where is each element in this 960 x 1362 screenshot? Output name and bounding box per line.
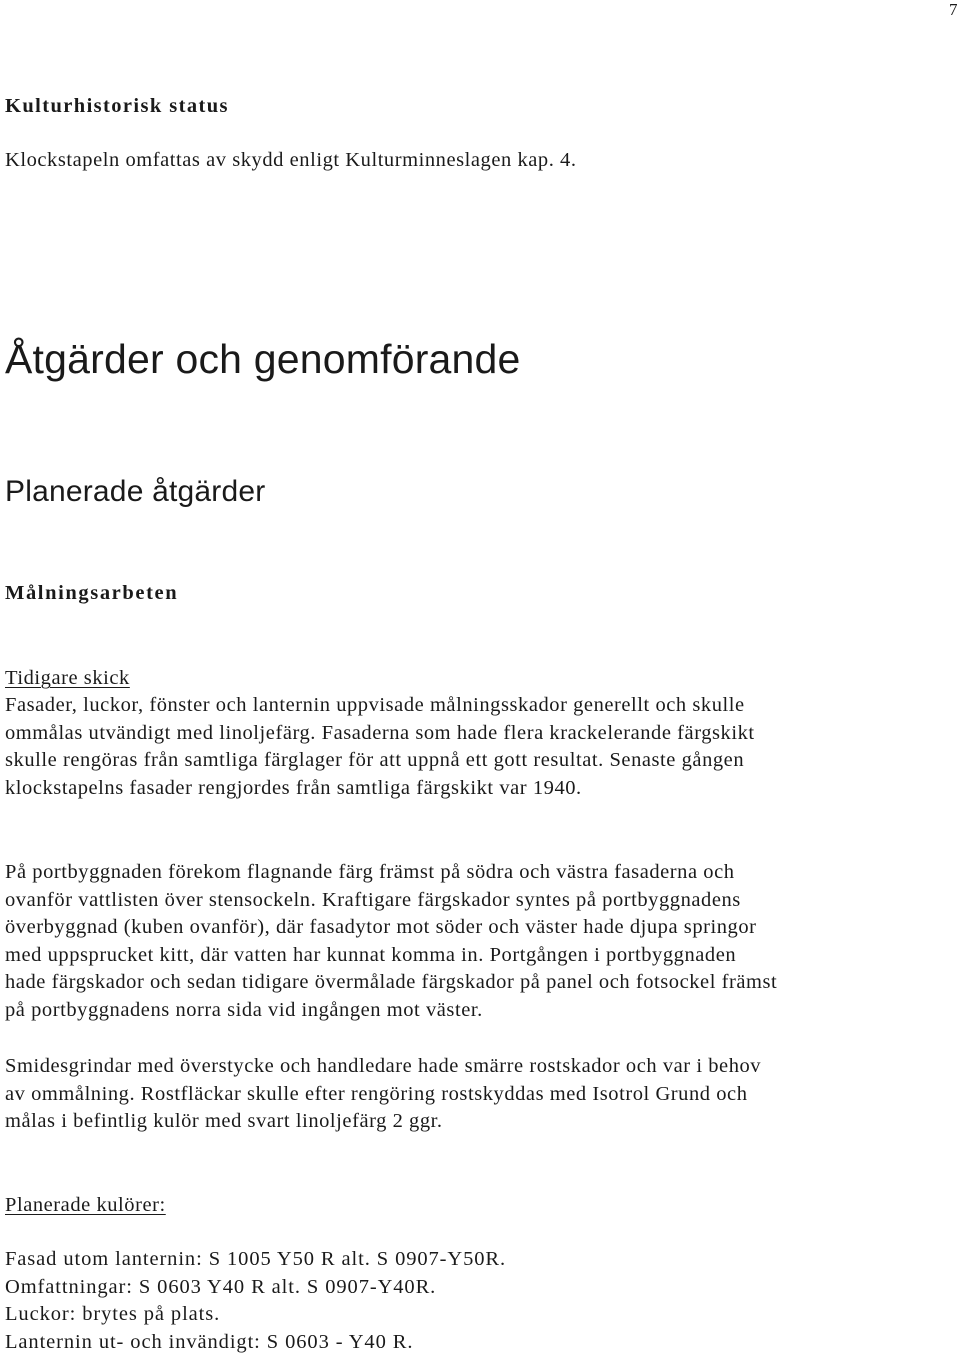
paragraph-line: hade färgskador och sedan tidigare övermålade färgskador på panel och fotsockel främst <box>5 971 778 993</box>
color-item: Omfattningar: S 0603 Y40 R alt. S 0907-Y40R. <box>5 1275 437 1298</box>
cultural-status-heading: Kulturhistorisk status <box>5 95 229 117</box>
paragraph-gate-building <box>5 859 955 1024</box>
paragraph-line: klockstapelns fasader rengjordes från samtliga färgskikt var 1940. <box>5 776 582 799</box>
paragraph-line: av ommålning. Rostfläckar skulle efter rengöring rostskyddas med Isotrol Grund och <box>5 1082 748 1105</box>
section-subtitle: Planerade åtgärder <box>5 475 266 508</box>
paragraph-line: Fasader, luckor, fönster och lanternin uppvisade målningsskador generellt och skulle <box>5 694 745 716</box>
painting-work-label: Målningsarbeten <box>5 582 179 604</box>
paragraph-line: överbyggnad (kuben ovanför), där fasadytor mot söder och väster hade djupa springor <box>5 916 757 938</box>
color-item: Lanternin ut- och invändigt: S 0603 - Y40 R. <box>5 1330 414 1353</box>
cultural-status-text: Klockstapeln omfattas av skydd enligt Kulturminneslagen kap. 4. <box>5 149 577 171</box>
paragraph-line: på portbyggnadens norra sida vid ingången mot väster. <box>5 998 483 1021</box>
paragraph-line: Smidesgrindar med överstycke och handledare hade smärre rostskador och var i behov <box>5 1055 762 1077</box>
paragraph-facades <box>5 692 955 802</box>
paragraph-line: ovanför vattlisten över stensockeln. Kraftigare färgskador syntes på portbyggnadens <box>5 888 741 911</box>
color-item: Fasad utom lanternin: S 1005 Y50 R alt. S 0907-Y50R. <box>5 1248 507 1270</box>
paragraph-line: ommålas utvändigt med linoljefärg. Fasaderna som hade flera krackelerande färgskikt <box>5 721 755 744</box>
paragraph-line: På portbyggnaden förekom flagnande färg främst på södra och västra fasaderna och <box>5 861 735 883</box>
page-number: 7 <box>949 0 958 19</box>
page-title: Åtgärder och genomförande <box>5 336 521 382</box>
paragraph-wrought-iron-gates <box>5 1053 955 1136</box>
paragraph-line: skulle rengöras från samtliga färglager för att uppnå ett gott resultat. Senaste gången <box>5 749 745 771</box>
color-item: Luckor: brytes på plats. <box>5 1303 221 1325</box>
paragraph-line: målas i befintlig kulör med svart linoljefärg 2 ggr. <box>5 1110 443 1132</box>
paragraph-line: med uppsprucket kitt, där vatten har kunnat komma in. Portgången i portbyggnaden <box>5 943 737 966</box>
previous-state-label: Tidigare skick <box>5 667 130 689</box>
planned-colors-label: Planerade kulörer: <box>5 1194 166 1216</box>
planned-colors-list <box>5 1246 506 1356</box>
